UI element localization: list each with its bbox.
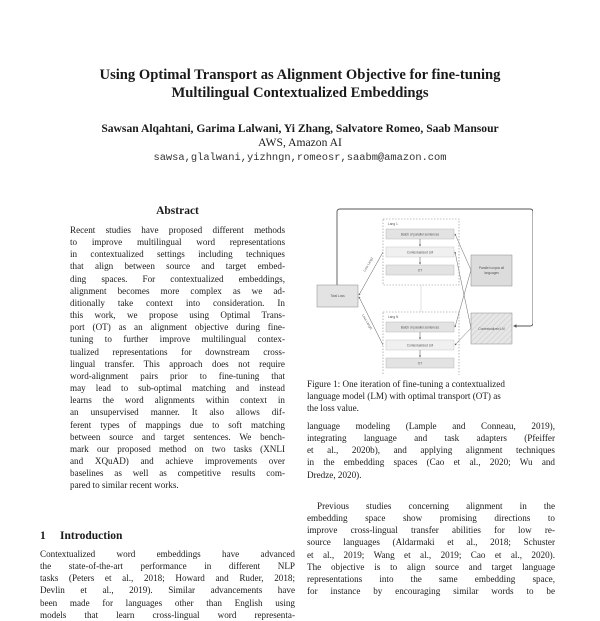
langN-label: Lang N xyxy=(388,315,399,319)
svg-text:Batch of parallel sentences: Batch of parallel sentences xyxy=(400,232,440,237)
svg-text:Contextualized LM: Contextualized LM xyxy=(406,343,434,348)
abstract-line: lingual transfer. This approach does not require xyxy=(70,358,285,369)
affiliation: AWS, Amazon AI xyxy=(258,136,342,149)
figure-1-diagram xyxy=(308,205,533,375)
intro-line: Contextualized word embeddings have advanced xyxy=(40,549,295,559)
section-heading-introduction xyxy=(40,530,122,542)
svg-text:OT: OT xyxy=(417,361,423,366)
abstract-heading: Abstract xyxy=(156,205,199,217)
body-line: embedding space show promising directions to xyxy=(307,513,555,524)
abstract-line: port (OT) as an alignment objective during fine- xyxy=(70,322,285,333)
introduction-body xyxy=(40,548,295,621)
intro-line: been made for languages other than English using xyxy=(40,597,295,608)
total-loss-label: Total Loss xyxy=(330,294,345,298)
intro-line: Devlin et al., 2019). Similar advancements have xyxy=(40,585,295,596)
body-line: improve cross-lingual transfer abilities for low re- xyxy=(307,525,555,536)
svg-text:Contextualized LM: Contextualized LM xyxy=(478,327,505,331)
svg-text:Loss LangN: Loss LangN xyxy=(361,313,374,331)
abstract-line: word-alignment pairs prior to fine-tuning that xyxy=(70,370,285,381)
intro-line: tasks (Peters et al., 2018; Howard and Ruder, 2018; xyxy=(40,573,295,584)
abstract-line: and XQuAD) and achieve improvements over xyxy=(70,455,285,466)
abstract-line: learns the word alignments within context in xyxy=(70,395,285,406)
caption-line: Figure 1: One iteration of fine-tuning a contextualized xyxy=(307,379,505,389)
abstract-line: that align between source and target embed- xyxy=(70,261,285,272)
body-line: et al., 2020b), and applying alignment techniques xyxy=(307,445,555,456)
lang1-label: Lang 1 xyxy=(388,222,398,226)
caption-line: the loss value. xyxy=(307,403,359,414)
intro-line: models that learn cross-lingual word representa- xyxy=(40,609,295,620)
abstract-line: to improve multilingual word representations xyxy=(70,237,285,248)
abstract-line: baselines as well as competitive results com- xyxy=(70,468,285,479)
body-line: source languages (Aldarmaki et al., 2018; Schuster xyxy=(307,537,555,548)
abstract-line: ferent types of mappings due to soft matching xyxy=(70,419,285,430)
abstract-line: ditionally take context into consideration. In xyxy=(70,297,285,308)
intro-line: the state-of-the-art performance in different NLP xyxy=(40,561,295,572)
svg-text:OT: OT xyxy=(417,268,423,273)
figure-caption xyxy=(307,378,555,414)
body-line: language modeling (Lample and Conneau, 2019), xyxy=(307,421,555,431)
body-line: for instance by encouraging similar words to be xyxy=(307,586,555,597)
abstract-line: pared to similar recent works. xyxy=(70,480,179,491)
abstract-line: mark our proposed method on two tasks (XNLI xyxy=(70,443,285,454)
svg-text:Contextualized LM: Contextualized LM xyxy=(406,250,434,255)
body-line: Previous studies concerning alignment in the xyxy=(317,501,555,511)
abstract-line: may lead to sub-optimal matching and instead xyxy=(70,383,285,394)
abstract-body xyxy=(70,224,285,491)
body-line: et al., 2019; Wang et al., 2019; Cao et al., 2020). xyxy=(307,549,555,560)
abstract-line: alignment becomes more complex as we ad- xyxy=(70,285,285,296)
section-title: Introduction xyxy=(60,530,123,542)
body-line: The objective is to align source and target language xyxy=(307,561,555,572)
svg-text:Loss Lang1: Loss Lang1 xyxy=(362,256,375,273)
author-list: Sawsan Alqahtani, Garima Lalwani, Yi Zhang, Salvatore Romeo, Saab Mansour xyxy=(101,122,499,135)
abstract-line: tuning to further improve multilingual contex- xyxy=(70,334,285,345)
caption-line: language model (LM) with optimal transport (OT) as xyxy=(307,391,501,402)
abstract-line: an unsupervised manner. It also allows dif- xyxy=(70,407,285,418)
paper-title xyxy=(0,66,600,102)
body-line: integrating language and task adapters (Pfeiffer xyxy=(307,433,555,444)
body-line: Dredze, 2020). xyxy=(307,469,362,480)
svg-text:Parallel corpus all: Parallel corpus all xyxy=(478,266,505,270)
svg-text:Batch of parallel sentences: Batch of parallel sentences xyxy=(400,325,440,330)
title-line-2: Multilingual Contextualized Embeddings xyxy=(171,85,429,101)
body-line: in the embedding spaces (Cao et al., 2020; Wu and xyxy=(307,457,555,468)
right-column-paragraph-1 xyxy=(307,420,555,481)
abstract-line: ding spaces. For contextualized embeddings, xyxy=(70,273,285,284)
body-line: representations into the same embedding space, xyxy=(307,573,555,584)
author-emails: sawsa,glalwani,yizhngn,romeosr,saabm@amazon.com xyxy=(153,152,447,164)
abstract-line: this work, we propose using Optimal Trans- xyxy=(70,310,285,321)
abstract-line: between source and target sentences. We bench- xyxy=(70,431,285,442)
section-number: 1 xyxy=(40,530,46,542)
right-column-paragraph-2 xyxy=(307,500,555,597)
title-line-1: Using Optimal Transport as Alignment Objective for fine-tuning xyxy=(99,67,501,83)
abstract-line: Recent studies have proposed different methods xyxy=(70,225,285,235)
svg-text:languages: languages xyxy=(484,271,499,275)
abstract-line: tualized representations for downstream cross- xyxy=(70,346,285,357)
abstract-line: in contextualized settings including techniques xyxy=(70,249,285,260)
